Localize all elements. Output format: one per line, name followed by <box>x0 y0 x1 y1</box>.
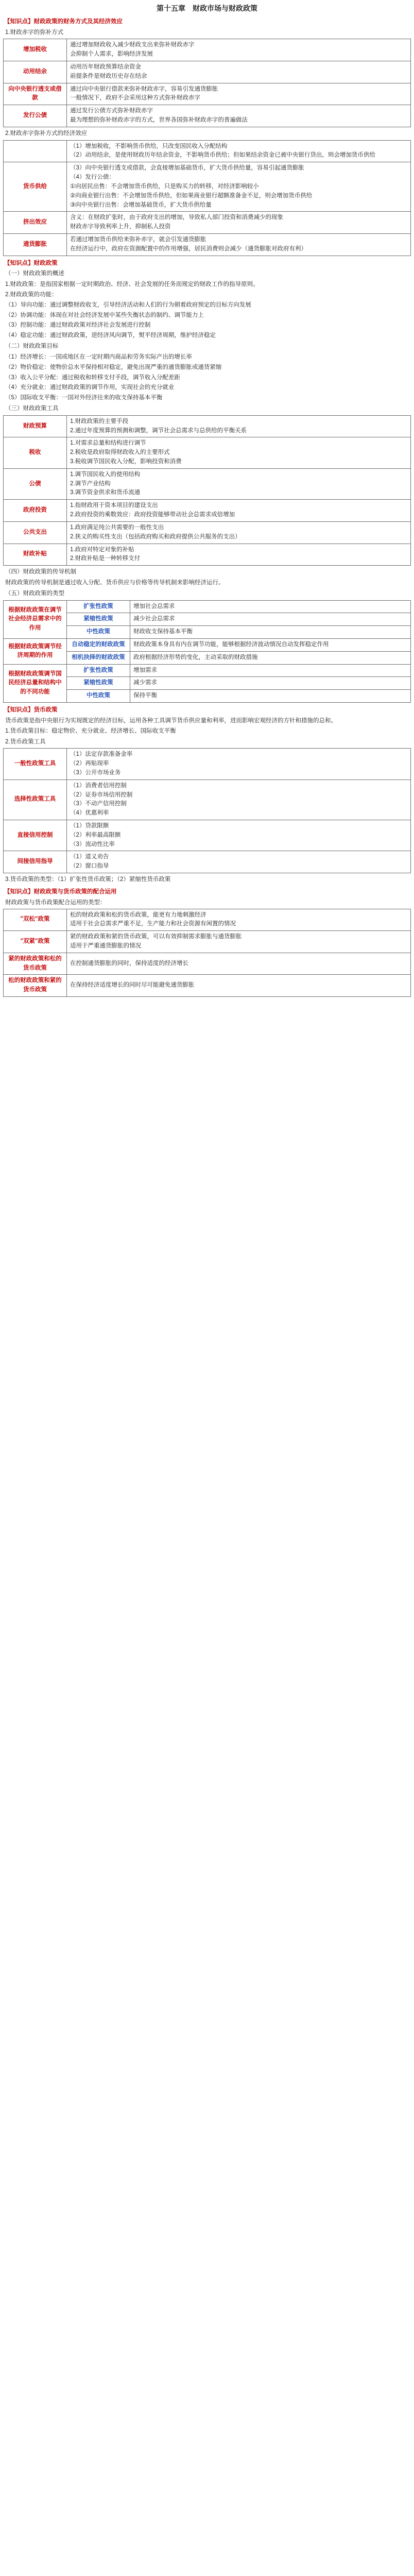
type-name: 相机抉择的财政政策 <box>67 651 130 664</box>
row-label: 政府投资 <box>4 500 67 522</box>
table-row <box>4 83 411 105</box>
row-line: （2）动用结余，是使用财政历年结余资金，不影响货币供给；但如果结余资金已被中央银行贷出，则会增加货币供给 <box>70 152 375 159</box>
table-row <box>4 140 411 162</box>
section-2-heading <box>4 259 410 268</box>
row-content <box>67 105 411 127</box>
row-line: 1.政府满足纯公共需要的一般性支出 <box>70 524 164 531</box>
table-policy-types <box>3 600 411 703</box>
type-name: 扩张性政策 <box>67 664 130 677</box>
row-line: （4）优惠利率 <box>70 810 109 817</box>
table-row <box>4 415 411 437</box>
section-2-p2: 2.财政政策的功能： <box>5 292 58 298</box>
type-desc: 减少需求 <box>130 677 411 690</box>
section-4-heading <box>4 888 410 897</box>
row-line: ③向中央银行出售：会增加基础货币，扩大货币供给量 <box>70 201 212 208</box>
row-label: 选择性政策工具 <box>4 779 67 820</box>
section-2-sub2: （二）财政政策目标 <box>5 343 59 350</box>
row-content <box>67 851 411 873</box>
row-content <box>67 909 411 931</box>
row-line: （3）向中央银行透支或借款，会直接增加基础货币，扩大货币供给量，容易引起通货膨胀 <box>70 165 304 172</box>
row-line: （3）不动产信用控制 <box>70 801 127 807</box>
section-4-p1: 财政政策与货币政策配合运用的类型： <box>5 899 106 906</box>
table-row <box>4 600 411 613</box>
table-deficit-effects <box>3 140 411 256</box>
row-line: 适用于严重通货膨胀的情况 <box>70 942 141 949</box>
row-content <box>67 233 411 256</box>
row-line: 2.狭义的购买性支出（包括政府购买和政府提供公共服务的支出） <box>70 533 241 540</box>
table-row <box>4 664 411 677</box>
row-line: （2）证券市场信用控制 <box>70 791 133 798</box>
section-2-p4: 财政政策的传导机制是通过收入分配、货币供应与价格等传导机制来影响经济运行。 <box>5 579 225 586</box>
row-label: 挤出效应 <box>4 212 67 234</box>
type-desc: 增加社会总需求 <box>130 600 411 613</box>
row-content <box>67 212 411 234</box>
type-name: 中性政策 <box>67 690 130 703</box>
row-label: 税收 <box>4 437 67 468</box>
row-line: 1.政府对特定对象的补贴 <box>70 546 134 553</box>
list-item: （2）物价稳定：使物价总水平保持相对稳定，避免出现严重的通货膨胀或通货紧缩 <box>5 364 222 370</box>
type-group: 根据财政政策调节国民经济总量和结构中的不同功能 <box>4 664 67 702</box>
row-line: 一般情况下，政府不会采用这种方式弥补财政赤字 <box>70 95 200 101</box>
row-line: （1）道义劝告 <box>70 854 109 860</box>
section-4-title: 【知识点】财政政策与货币政策的配合运用 <box>4 888 117 895</box>
table-row <box>4 212 411 234</box>
type-name: 中性政策 <box>67 626 130 639</box>
table-row <box>4 931 411 953</box>
row-label: 直接信用控制 <box>4 820 67 851</box>
row-content <box>67 61 411 83</box>
row-content <box>67 820 411 851</box>
table-row <box>4 468 411 499</box>
table-row <box>4 639 411 652</box>
row-label: 财政补贴 <box>4 544 67 566</box>
goal-list <box>3 353 411 403</box>
table-row <box>4 233 411 256</box>
row-line: 通过发行公债方式弥补财政赤字 <box>70 108 153 114</box>
section-3-p1: 货币政策是指中央银行为实现既定的经济目标，运用各种工具调节货币供应量和利率，进而影响宏观经济的方针和措施的总和。 <box>5 717 337 724</box>
section-2-title: 【知识点】财政政策 <box>4 260 58 266</box>
section-3-sub: 2.货币政策工具 <box>5 738 46 745</box>
row-line: 在保持经济适度增长的同时尽可能避免通货膨胀 <box>70 982 195 989</box>
row-label: "双松"政策 <box>4 909 67 931</box>
row-line: 2.财政补贴是一种转移支付 <box>70 555 141 562</box>
row-label: 公债 <box>4 468 67 499</box>
row-line: （2）窗口指导 <box>70 863 109 870</box>
section-3-title: 【知识点】货币政策 <box>4 707 58 714</box>
row-line: 适用于社会总需求严重不足，生产能力和社会资源有闲置的情况 <box>70 921 236 927</box>
row-content <box>67 975 411 997</box>
row-label: 紧的财政政策和松的货币政策 <box>4 953 67 975</box>
list-item: （3）收入公平分配：通过税收和转移支付手段，调节收入分配差距 <box>5 374 180 381</box>
row-line: 若通过增加货币供给来弥补赤字，就会引发通货膨胀 <box>70 236 206 243</box>
row-label: 松的财政政策和紧的货币政策 <box>4 975 67 997</box>
row-line: （1）增加税收，不影响货币供给，只改变国民收入分配结构 <box>70 143 228 149</box>
table-row <box>4 909 411 931</box>
section-2-sub4: （四）财政政策的传导机制 <box>5 569 76 575</box>
row-label: 向中央银行透支或借款 <box>4 83 67 105</box>
row-line: 2.通过年度预算的预测和调整，调节社会总需求与总供给的平衡关系 <box>70 427 247 434</box>
section-3-heading <box>4 706 410 715</box>
page-title: 第十五章 财政市场与财政政策 <box>157 4 257 12</box>
row-label: 财政预算 <box>4 415 67 437</box>
row-content <box>67 544 411 566</box>
table-row <box>4 500 411 522</box>
row-content <box>67 500 411 522</box>
row-line: 3.税收调节国民收入分配，影响投资和消费 <box>70 459 182 465</box>
list-item: （4）充分就业：通过财政政策的调节作用，实现社会的充分就业 <box>5 384 175 391</box>
list-item: （1）导向功能：通过调整财政收支，引导经济活动和人们的行为朝着政府预定的目标方向发展 <box>5 301 251 308</box>
row-line: 动用历年财政预算结余资金 <box>70 63 141 70</box>
row-line: （2）利率最高限额 <box>70 832 121 838</box>
type-group: 根据财政政策调节经济周期的作用 <box>4 639 67 665</box>
row-label: 发行公债 <box>4 105 67 127</box>
list-item: （4）稳定功能：通过财政政策，逆经济风向调节，熨平经济周期，维护经济稳定 <box>5 332 216 339</box>
row-line: 松的财政政策和松的货币政策，能更有力地刺激经济 <box>70 911 206 918</box>
row-line: （3）公开市场业务 <box>70 769 121 776</box>
section-1-sub2: 2.财政赤字弥补方式的经济效应 <box>5 130 88 137</box>
section-1-heading <box>4 18 410 27</box>
row-label: 公共支出 <box>4 521 67 544</box>
section-1-title: 【知识点】财政政策的财务方式及其经济效应 <box>4 18 123 25</box>
section-2-sub3: （三）财政政策工具 <box>5 405 59 412</box>
row-line: 最为理想的弥补财政赤字的方式，世界各国弥补财政赤字的普遍做法 <box>70 117 248 123</box>
row-content <box>67 437 411 468</box>
row-label <box>4 140 67 162</box>
row-line: 前提条件是财政历史存在结余 <box>70 73 147 79</box>
table-row <box>4 162 411 212</box>
row-label: 货币供给 <box>4 162 67 212</box>
table-row <box>4 851 411 873</box>
type-desc: 财政政策本身具有内在调节功能，能够根据经济波动情况自动发挥稳定作用 <box>130 639 411 652</box>
list-item: （2）协调功能：体现在对社会经济发展中某些失衡状态的制约、调节能力上 <box>5 312 204 318</box>
row-line: （1）消费者信用控制 <box>70 782 127 789</box>
type-desc: 政府根据经济形势的变化，主动采取的财政措施 <box>130 651 411 664</box>
table-row <box>4 975 411 997</box>
document-page <box>3 0 411 1009</box>
type-name: 自动稳定的财政政策 <box>67 639 130 652</box>
row-line: 3.调节资金供求和货币流通 <box>70 489 141 496</box>
row-label: 一般性政策工具 <box>4 749 67 779</box>
type-name: 紧缩性政策 <box>67 613 130 626</box>
row-label: 间接信用指导 <box>4 851 67 873</box>
row-line: 会抑制个人需求，影响经济发展 <box>70 51 153 58</box>
row-line: （2）再贴现率 <box>70 760 109 767</box>
table-policy-tools <box>3 415 411 566</box>
row-content <box>67 468 411 499</box>
type-desc: 增加需求 <box>130 664 411 677</box>
row-label: "双紧"政策 <box>4 931 67 953</box>
row-line: 紧的财政政策和紧的货币政策，可以有效抑制需求膨胀与通货膨胀 <box>70 934 242 940</box>
row-content <box>67 931 411 953</box>
list-item: （5）国际收支平衡：一国对外经济往来的收支保持基本平衡 <box>5 395 163 401</box>
row-label: 通货膨胀 <box>4 233 67 256</box>
section-2-p1: 1.财政政策：是指国家根据一定时期政治、经济、社会发展的任务而规定的财政工作的指导原则。 <box>5 281 259 288</box>
section-3-p2: 1.货币政策目标：稳定物价、充分就业、经济增长、国际收支平衡 <box>5 727 176 734</box>
row-content <box>67 162 411 212</box>
section-2-sub5: （五）财政政策的类型 <box>5 590 64 597</box>
row-line: （1）贷款限额 <box>70 823 109 829</box>
table-row <box>4 437 411 468</box>
row-line: 1.财政政策的主要手段 <box>70 418 129 425</box>
type-name: 紧缩性政策 <box>67 677 130 690</box>
function-list <box>3 301 411 341</box>
list-item: （1）经济增长：一国或地区在一定时期内商品和劳务实际产出的增长率 <box>5 353 192 360</box>
row-line: 在经济运行中，政府在资源配置中的作用增强，居民消费则会减少（通货膨胀对政府有利） <box>70 245 307 252</box>
row-line: 在控制通货膨胀的同时，保持适度的经济增长 <box>70 960 188 967</box>
row-content <box>67 749 411 779</box>
row-content <box>67 83 411 105</box>
type-desc: 减少社会总需求 <box>130 613 411 626</box>
row-line: 1.指财政用于资本项目的建设支出 <box>70 502 158 509</box>
section-2-sub1: （一）财政政策的概述 <box>5 270 64 277</box>
row-content <box>67 953 411 975</box>
row-line: 通过向中央银行借款来弥补财政赤字，容易引发通货膨胀 <box>70 86 218 92</box>
table-monetary-tools <box>3 748 411 873</box>
row-content <box>67 415 411 437</box>
row-line: ②向商业银行出售：不会增加货币供给，但如果商业银行超额准备金不足，则会增加货币供给 <box>70 192 313 199</box>
row-content <box>67 779 411 820</box>
table-row <box>4 521 411 544</box>
table-row <box>4 820 411 851</box>
row-line: 2.调节产业结构 <box>70 480 111 487</box>
row-line: （1）法定存款准备金率 <box>70 751 133 758</box>
row-line: 含义：在财政扩张时，由于政府支出的增加，导致私人部门投资和消费减少的现象 <box>70 214 283 221</box>
row-line: 财政赤字导致利率上升，抑制私人投资 <box>70 224 171 230</box>
list-item: （3）控制功能：通过财政政策对经济社会发展进行控制 <box>5 322 151 329</box>
row-line: （4）发行公债： <box>70 174 115 181</box>
row-line: （3）流动性比率 <box>70 841 115 848</box>
row-line: ①向居民出售：不会增加货币供给，只是购买力的转移，对经济影响较小 <box>70 183 259 190</box>
row-line: 2.政府投资的乘数效应：政府投资能够带动社会总需求成倍增加 <box>70 512 235 518</box>
type-desc: 财政收支保持基本平衡 <box>130 626 411 639</box>
table-row <box>4 39 411 61</box>
table-row <box>4 544 411 566</box>
row-line: 1.对需求总量和结构进行调节 <box>70 440 146 447</box>
table-deficit-methods <box>3 39 411 127</box>
row-label: 增加税收 <box>4 39 67 61</box>
row-line: 1.调节国民收入的使用结构 <box>70 471 141 478</box>
row-content <box>67 39 411 61</box>
type-name: 扩张性政策 <box>67 600 130 613</box>
row-label: 动用结余 <box>4 61 67 83</box>
table-row <box>4 779 411 820</box>
table-row <box>4 61 411 83</box>
type-group: 根据财政政策在调节社会经济总需求中的作用 <box>4 600 67 638</box>
section-1-sub: 1.财政赤字的弥补方式 <box>5 29 64 36</box>
table-row <box>4 749 411 779</box>
table-policy-combos <box>3 909 411 997</box>
type-desc: 保持平衡 <box>130 690 411 703</box>
section-3-p3: 3.货币政策的类型：（1）扩张性货币政策；（2）紧缩性货币政策 <box>5 876 171 883</box>
table-row <box>4 105 411 127</box>
row-content <box>67 521 411 544</box>
row-content <box>67 140 411 162</box>
row-line: 2.税收是政府取得财政收入的主要形式 <box>70 449 170 456</box>
row-line: 通过增加财政收入减少财政支出来弥补财政赤字 <box>70 42 195 48</box>
table-row <box>4 953 411 975</box>
